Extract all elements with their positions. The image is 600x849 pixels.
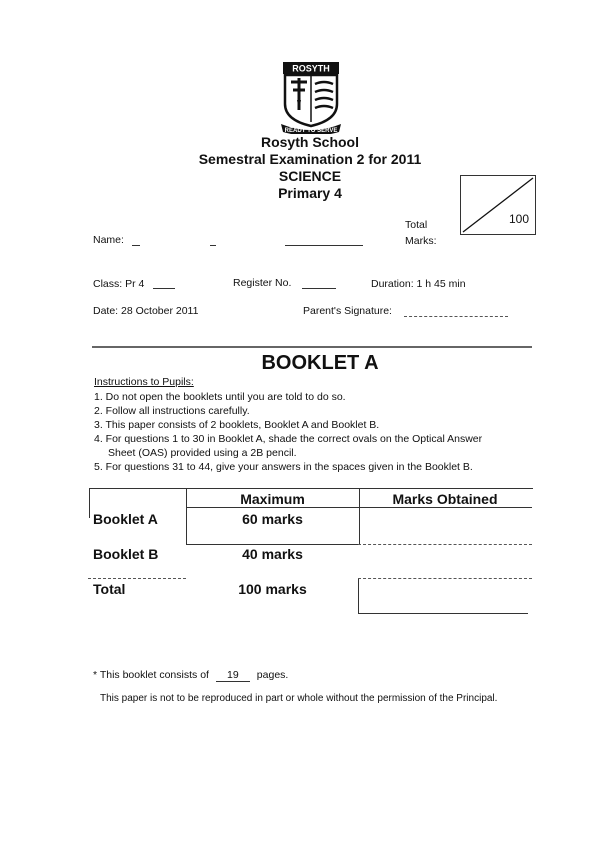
total-row-divider: [358, 578, 532, 579]
register-blank: [302, 288, 336, 289]
table-left-border: [89, 488, 90, 518]
level-title: Primary 4: [278, 185, 342, 201]
total-marks-box: [460, 175, 536, 235]
instruction-item: 2. Follow all instructions carefully.: [94, 405, 250, 417]
booklet-b-row-divider: [358, 544, 532, 545]
total-marks-value: 100: [508, 212, 529, 226]
row-max-booklet-a: 60 marks: [242, 511, 303, 527]
instruction-item: 4. For questions 1 to 30 in Booklet A, shade the correct ovals on the Optical Answer: [94, 433, 483, 445]
signature-blank: [404, 316, 508, 317]
instruction-item: 3. This paper consists of 2 booklets, Booklet A and Booklet B.: [94, 419, 380, 431]
subject-title: SCIENCE: [278, 168, 342, 184]
row-max-booklet-b: 40 marks: [242, 546, 303, 562]
booklet-title: BOOKLET A: [261, 352, 379, 374]
date-field: Date: 28 October 2011: [93, 305, 199, 317]
class-field: Class: Pr 4: [93, 278, 145, 290]
row-label-total: Total: [93, 581, 126, 597]
instruction-item: 1. Do not open the booklets until you are told to do so.: [94, 391, 346, 403]
pages-prefix: * This booklet consists of: [93, 669, 209, 681]
maximum-header-divider: [186, 507, 359, 508]
exam-title: Semestral Examination 2 for 2011: [198, 151, 422, 167]
instruction-item: 5. For questions 31 to 44, give your answers in the spaces given in the Booklet B.: [94, 461, 473, 473]
separator-line: [92, 346, 532, 348]
crest-motto: READY TO SERVE: [284, 128, 338, 134]
duration-field: Duration: 1 h 45 min: [371, 278, 466, 290]
name-blank-2: [210, 245, 216, 246]
parent-signature-field: Parent's Signature:: [303, 305, 392, 317]
name-field-label: Name:: [93, 234, 124, 246]
total-row-divider-left: [88, 578, 186, 579]
class-blank: [153, 288, 175, 289]
register-field: Register No.: [233, 277, 292, 289]
table-bottom-border: [358, 613, 528, 614]
maximum-column-header: Maximum: [240, 491, 305, 507]
row-label-booklet-b: Booklet B: [93, 546, 159, 562]
instructions-heading: Instructions to Pupils:: [94, 376, 194, 388]
pages-note: [93, 669, 288, 682]
name-blank-3: [285, 245, 363, 246]
row-max-total: 100 marks: [238, 581, 307, 597]
reproduction-notice: This paper is not to be reproduced in part or whole without the permission of the Principal.: [100, 693, 498, 704]
marks-label: Marks:: [405, 235, 437, 247]
row-label-booklet-a: Booklet A: [93, 511, 158, 527]
pages-count: 19: [216, 669, 250, 682]
marks-header-divider: [358, 507, 532, 508]
instruction-item: Sheet (OAS) provided using a 2B pencil.: [108, 447, 297, 459]
marks-obtained-column-header: Marks Obtained: [392, 491, 498, 507]
crest-name: ROSYTH: [292, 63, 330, 74]
total-label: Total: [405, 219, 428, 231]
pages-suffix: pages.: [256, 669, 289, 681]
school-name: Rosyth School: [260, 134, 359, 150]
name-blank-1: [132, 245, 140, 246]
school-crest-logo: [279, 60, 343, 134]
